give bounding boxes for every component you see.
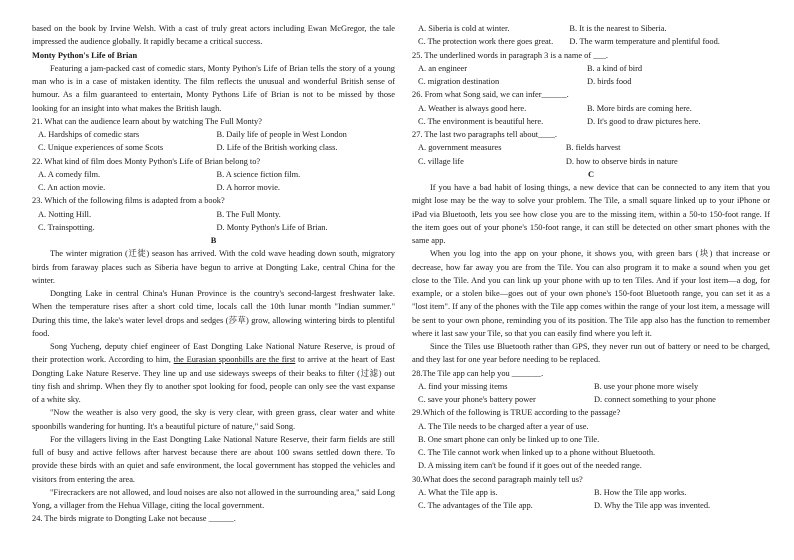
text-run: to arrive at the heart of East Dongting Lake Nature Reserve. They line up and use sideways sweeps of their beaks to filter (过滤) out tiny fish and shrimp. When they fly to another spot looking for food, people can only see the vast expanse of a white sky. [32,355,395,404]
option[interactable]: A. find your missing items [418,381,508,391]
question-23-options [32,208,395,235]
option[interactable]: D. birds food [586,77,632,86]
option[interactable]: B. fields harvest [565,143,621,153]
passage-c-paragraph-3: Since the Tiles use Bluetooth rather than GPS, they never run out of battery or need to be charged, and they last for one year before needing to be replaced. [412,342,770,365]
question-21: 21. What can the audience learn about by watching The Full Monty? [32,116,262,126]
question-23: 23. Which of the following films is adapted from a book? [32,196,225,206]
option[interactable]: C. The environment is beautiful here. [418,116,544,126]
section-b-label: B [210,236,217,245]
text-run: Song Yucheng, deputy chief engineer of East Dongting Lake National Nature Reserve, is proud of their protection work. According to him, [32,342,395,365]
option[interactable]: C. migration destination [418,77,500,86]
option[interactable]: D. connect something to your phone [594,395,716,404]
question-28-options [412,380,770,407]
option[interactable]: C. An action movie. [38,183,106,192]
option[interactable]: A. Notting Hill. [38,209,92,219]
option[interactable]: A. government measures [418,143,502,153]
option[interactable]: C. The Tile cannot work when linked up to a phone without Bluetooth. [418,448,656,457]
option[interactable]: D. It's good to draw pictures here. [586,116,701,126]
option[interactable]: C. save your phone's battery power [418,395,536,404]
option[interactable]: B. a kind of bird [586,63,643,73]
option[interactable]: D. how to observe birds in nature [565,156,678,166]
option[interactable]: D. Why the Tile app was invented. [594,501,711,510]
question-25-options [412,62,770,89]
underlined-phrase: the Eurasian spoonbills are the first [173,355,296,365]
option[interactable]: A. Hardships of comedic stars [38,130,140,139]
option[interactable]: A. Siberia is cold at winter. [418,24,510,33]
option[interactable]: D. A missing item can't be found if it goes out of the needed range. [418,461,642,471]
passage-b-paragraph-3 [32,340,395,406]
option[interactable]: A. A comedy film. [38,169,101,179]
option[interactable]: B. The Full Monty. [216,209,281,219]
option[interactable]: A. Weather is always good here. [418,103,527,113]
option[interactable]: D. A horror movie. [216,183,281,192]
question-24: 24. The birds migrate to Dongting Lake not because ______. [32,514,236,524]
passage-b-paragraph-2: Dongting Lake in central China's Hunan Province is the country's second-largest freshwater lake. When the temperature rises after a short cold time, locals call the 10th lunar month "Indian summer." During this time, the lake's water level drops and sedges (莎草) grow, allowing wintering birds to plentiful food. [32,289,395,338]
option[interactable]: B. One smart phone can only be linked up to one Tile. [418,434,600,444]
passage-b-paragraph-5: For the villagers living in the East Dongting Lake National Nature Reserve, their farm fields are still full of busy and active fellows after harvest because there are about 100 swans settled down there. To provide these birds with an quiet and safe environment, the local government has stopped the vehicles and visitors from entering the area. [32,434,395,484]
option[interactable]: D. Monty Python's Life of Brian. [216,222,328,232]
passage-c-paragraph-2: When you log into the app on your phone, it shows you, with green bars (块) that increase or decrease, how far away you are from the Tile. You can also program it to make a sound when you get close to the Tile. And you can link up your phone with up to ten Tiles. And if your lost item—a dog, for example, or a stolen bike—goes out of your own phone's 150-foot Bluetooth range, you can set it as a "lost item". If any of the phones with the Tile app comes within the range of your lost item, a message will be sent to your own phone, reminding you of its position. The Tile app also has the function to remember where it last saw your Tile, so that you can easily find where you left it. [412,249,770,338]
passage-b-paragraph-6: "Firecrackers are not allowed, and loud noises are also not allowed in the surrounding area," said Long Yong, a villager from the Hehua Village, citing the local government. [32,487,395,510]
passage-b-paragraph-1: The winter migration (迁徙) season has arrived. With the cold wave heading down south, migratory birds from faraway places such as Siberia have begun to arrive at Dongting Lake, central China for the winter. [32,249,395,285]
option[interactable]: C. Trainspotting. [38,222,95,232]
option[interactable]: B. How the Tile app works. [594,487,687,497]
option[interactable]: B. Daily life of people in West London [216,130,347,139]
left-column [32,22,395,526]
passage-c-paragraph-1: If you have a bad habit of losing things, a new device that can be connected to any item that you might lose may be the way to solve your problem. The Tile, a small square linked up to your iPhone or iPad via Bluetooth, lets you see how close you are to the missing item, within a 50-to 150-foot range. If the item goes out of your phone's 150-foot range, it can still be detected on other smart phones with the same app. [412,183,770,245]
question-21-options [32,128,395,155]
option[interactable]: A. What the Tile app is. [418,487,498,497]
option[interactable]: B. It is the nearest to Siberia. [569,24,667,33]
option[interactable]: A. an engineer [418,63,468,73]
question-22-options [32,168,395,195]
question-29: 29.Which of the following is TRUE according to the passage? [412,408,621,418]
option[interactable]: C. Unique experiences of some Scots [38,143,164,153]
option[interactable]: B. use your phone more wisely [594,381,699,391]
option[interactable]: C. The protection work there goes great. [418,37,554,47]
question-26-options [412,102,770,129]
option[interactable]: C. village life [418,156,464,166]
brian-heading: Monty Python's Life of Brian [32,50,138,60]
brian-paragraph: Featuring a jam-packed cast of comedic stars, Monty Python's Life of Brian tells the story of a young man who is in a case of mistaken identity. The film reflects the unusual and wonderful British sense of humour. As a film guaranteed to entertain, Monty Pythons Life of Brian is not to be missed by those looking for an insight into what makes the British laugh. [32,63,395,113]
option[interactable]: B. More birds are coming here. [586,103,692,113]
section-c-label: C [587,169,595,179]
question-25: 25. The underlined words in paragraph 3 is a name of ___. [412,50,608,60]
question-27: 27. The last two paragraphs tell about____. [412,130,557,139]
question-29-options [412,420,770,473]
option[interactable]: D. The warm temperature and plentiful food. [569,37,720,47]
option[interactable]: D. Life of the British working class. [216,143,338,153]
passage-b-paragraph-4: "Now the weather is also very good, the sky is very clear, with green grass, clear water and white spoonbills wandering for hunting. It's a beautiful picture of nature," said Song. [32,408,395,431]
question-26: 26. From what Song said, we can infer______. [412,90,569,100]
question-22: 22. What kind of film does Monty Python's Life of Brian belong to? [32,156,261,166]
question-24-options [412,22,770,49]
option[interactable]: A. The Tile needs to be charged after a year of use. [418,421,589,431]
question-30: 30.What does the second paragraph mainly tell us? [412,474,583,484]
question-28: 28.The Tile app can help you _______. [412,368,544,378]
option[interactable]: B. A science fiction film. [216,169,301,179]
right-column [412,22,770,512]
question-27-options [412,141,770,168]
question-30-options [412,486,770,513]
passage-a-end: based on the book by Irvine Welsh. With a cast of truly great actors including Ewan McGregor, the tale impressed the audience globally. It rapidly became a critical success. [32,24,395,47]
option[interactable]: C. The advantages of the Tile app. [418,501,533,510]
